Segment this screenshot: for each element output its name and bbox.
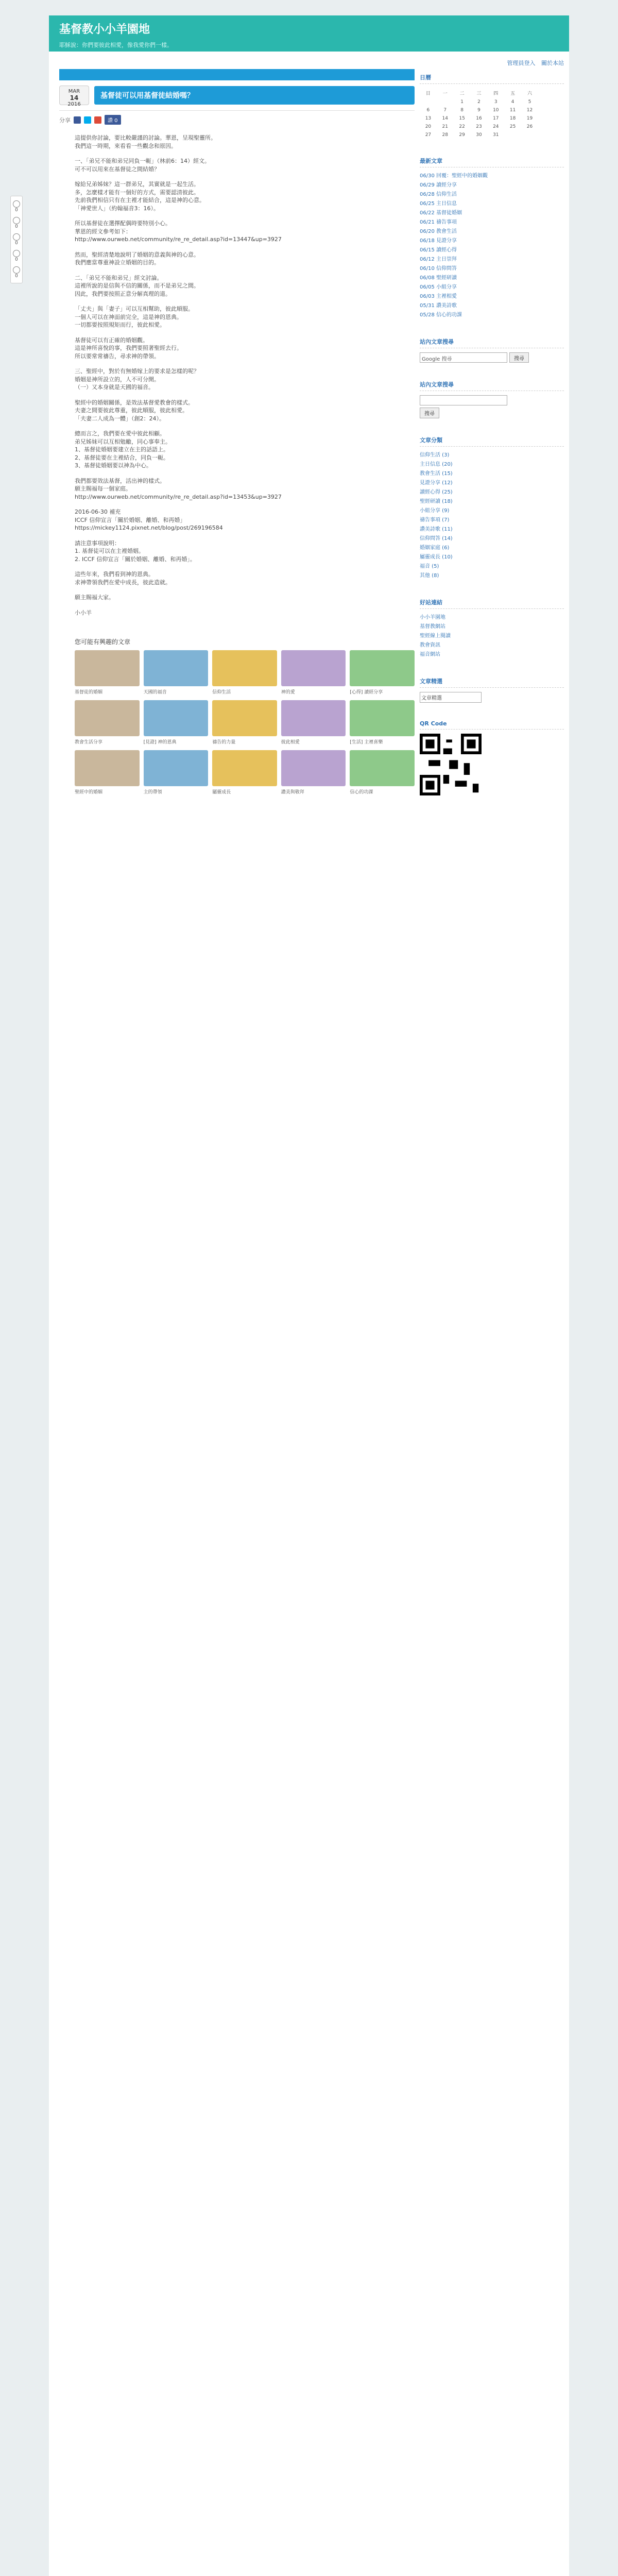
calendar-date[interactable]: 16 xyxy=(476,116,482,121)
calendar-date[interactable]: 4 xyxy=(511,99,514,105)
calendar-date[interactable]: 10 xyxy=(493,108,499,113)
float-item[interactable]: 0 xyxy=(11,248,22,264)
article-paragraph: 願主賜福大家。 xyxy=(75,594,114,601)
categories-list xyxy=(420,451,564,581)
calendar-date[interactable]: 5 xyxy=(528,99,531,105)
recent-post-link[interactable]: 06/20 教會生活 xyxy=(420,229,457,234)
featured-section xyxy=(420,675,564,703)
calendar-date[interactable]: 27 xyxy=(425,132,432,138)
article-paragraph: 三、聖經中，對於有無婚嫁上的要求是怎樣的呢？ 婚姻是神所設立的，人不可分開。 （一）又本身就是天國的福音。 xyxy=(75,368,199,391)
links-section xyxy=(420,596,564,659)
site-search xyxy=(420,395,564,405)
date-month: MAR xyxy=(68,89,80,94)
site-title[interactable]: 基督教小小羊園地 xyxy=(59,23,150,36)
article-paragraph: 嫁給兄弟姊妹？這一群弟兄，其實就是一起生活。 多，怎麼樣才能有一個好的方式，需要認清彼此。 先前我們相信只有在主裡才能結合，這是神的心意。 「神愛世人」（約翰福音3：16）。 xyxy=(75,181,205,212)
google-search xyxy=(420,352,564,363)
related-thumbnail[interactable] xyxy=(350,650,415,686)
related-thumbnail[interactable] xyxy=(212,750,277,786)
category-link[interactable]: 聖經研讀 (18) xyxy=(420,499,453,504)
about-link[interactable]: 關於本站 xyxy=(541,60,564,66)
calendar-table xyxy=(420,88,538,139)
related-title[interactable]: [心得] 讀經分享 xyxy=(350,690,383,695)
calendar-date[interactable]: 15 xyxy=(459,116,465,121)
recent-post-link[interactable]: 05/31 讚美詩歌 xyxy=(420,303,457,309)
recent-title: 最新文章 xyxy=(420,155,564,167)
calendar-date[interactable]: 26 xyxy=(526,124,533,129)
related-posts xyxy=(59,632,415,795)
related-thumbnail[interactable] xyxy=(212,650,277,686)
related-post[interactable] xyxy=(212,650,277,695)
content-wrap xyxy=(49,52,569,812)
calendar-date[interactable]: 13 xyxy=(425,116,432,121)
nav-strip xyxy=(59,69,415,80)
category-link[interactable]: 婚姻家庭 (6) xyxy=(420,545,450,551)
article-body xyxy=(59,129,415,617)
recent-post-link[interactable]: 06/22 基督徒婚姻 xyxy=(420,210,462,216)
category-link[interactable]: 讚美詩歌 (11) xyxy=(420,527,453,532)
related-post[interactable] xyxy=(281,650,346,695)
plurk-icon[interactable] xyxy=(94,116,101,124)
related-title[interactable]: 屬靈成長 xyxy=(212,790,231,795)
related-title[interactable]: 禱告的力量 xyxy=(212,740,236,745)
recent-post-link[interactable]: 06/12 主日崇拜 xyxy=(420,257,457,262)
top-links xyxy=(420,56,564,71)
calendar-day-header: 五 xyxy=(510,91,516,96)
featured-title: 文章精選 xyxy=(420,675,564,688)
related-post[interactable] xyxy=(212,750,277,795)
calendar-date[interactable]: 12 xyxy=(526,108,533,113)
related-thumbnail[interactable] xyxy=(281,650,346,686)
related-post[interactable] xyxy=(144,650,209,695)
related-post[interactable] xyxy=(281,750,346,795)
qr-code-image xyxy=(420,734,482,795)
sidebar xyxy=(420,52,564,812)
related-title[interactable]: 讚美與敬拜 xyxy=(281,790,304,795)
category-link[interactable]: 見證分享 (12) xyxy=(420,480,453,486)
calendar-day-header: 二 xyxy=(459,91,465,96)
article-paragraph: 然而，聖經清楚地說明了婚姻的意義與神的心意。 我們應當尊重神設立婚姻的目的。 xyxy=(75,251,199,266)
calendar-date[interactable]: 8 xyxy=(460,108,464,113)
calendar-day-header: 三 xyxy=(476,91,482,96)
article-paragraph: 總而言之，我們要在愛中彼此相顧。 弟兄姊妹可以互相勉勵，同心事奉主。 1、基督徒婚姻要建立在主的話語上。 2、基督徒要在主裡結合，同負一軛。 3、基督徒婚姻要以神為中心。 xyxy=(75,430,171,469)
related-title[interactable]: 信仰生活 xyxy=(212,690,231,695)
links-title: 好站連結 xyxy=(420,596,564,609)
social-float-bar xyxy=(10,196,23,283)
calendar-date[interactable]: 3 xyxy=(494,99,497,105)
article-paragraph: 聖經中的婚姻關係，是效法基督愛教會的樣式。 夫妻之間要彼此尊重，彼此順服，彼此相愛。 「夫妻二人成為一體」（創2：24）。 xyxy=(75,399,194,422)
related-heading: 您可能有興趣的文章 xyxy=(75,638,131,646)
related-title[interactable]: [見證] 神的恩典 xyxy=(143,740,177,745)
category-link[interactable]: 屬靈成長 (10) xyxy=(420,554,453,560)
calendar-date xyxy=(504,131,521,139)
search-input[interactable]: Google 搜尋 xyxy=(420,352,507,363)
related-post[interactable] xyxy=(75,650,140,695)
share-row xyxy=(59,111,415,129)
date-year: 2016 xyxy=(67,101,81,107)
share-icon xyxy=(13,217,20,224)
calendar-day-header: 一 xyxy=(442,91,448,96)
site-subtitle: 耶穌說：你們要彼此相愛，像我愛你們一樣。 xyxy=(59,42,173,48)
related-title[interactable]: 彼此相愛 xyxy=(281,740,300,745)
post-header xyxy=(59,86,415,111)
share-label: 分享 xyxy=(59,116,71,124)
recent-post-link[interactable]: 06/10 信仰問答 xyxy=(420,266,457,272)
related-post[interactable] xyxy=(281,700,346,745)
related-title[interactable]: 聖經中的婚姻 xyxy=(75,790,103,795)
main-column xyxy=(54,52,415,812)
calendar-date[interactable]: 19 xyxy=(526,116,533,121)
float-item[interactable]: 0 xyxy=(11,231,22,248)
search-title: 站內文章搜尋 xyxy=(420,335,564,348)
related-post[interactable] xyxy=(212,700,277,745)
related-thumbnail[interactable] xyxy=(75,700,140,736)
fb-like-button[interactable]: 讚 0 xyxy=(105,115,121,125)
category-link[interactable]: 讀經心得 (25) xyxy=(420,489,453,495)
article-paragraph: 二、「弟兄不能和弟兄」經文討論。 這裡所說的是信與不信的關係，而不是弟兄之間。 因此，我們要按照正意分解真理的道。 xyxy=(75,274,199,297)
related-post[interactable] xyxy=(350,700,415,745)
recent-post-link[interactable]: 06/28 信仰生活 xyxy=(420,192,457,197)
friend-link[interactable]: 福音網站 xyxy=(420,652,440,657)
float-item[interactable]: 0 xyxy=(11,198,22,215)
float-item[interactable]: 0 xyxy=(11,215,22,231)
article-paragraph: 「丈夫」與「妻子」可以互相幫助，彼此順服。 一個人可以在神面前完全，這是神的恩典。 一切都要按照規矩而行，彼此相愛。 xyxy=(75,306,194,328)
article-paragraph: 2016-06-30 補充 ICCF 信仰宣言「關於婚姻、離婚、和再婚」 https://mickey1124.pixnet.net/blog/post/269196584 xyxy=(75,509,223,531)
article-paragraph: 我們都要效法基督，活出神的樣式。 願主賜福每一個家庭。 http://www.ourweb.net/community/re_re_detail.asp?id=13453&up=3927 xyxy=(75,477,282,500)
calendar-date[interactable]: 22 xyxy=(459,124,465,129)
date-badge xyxy=(59,86,89,105)
recent-post-link[interactable]: 06/08 聖經研讀 xyxy=(420,275,457,281)
recent-post-link[interactable]: 06/25 主日信息 xyxy=(420,201,457,207)
friend-link[interactable]: 教會資訊 xyxy=(420,642,440,648)
article-paragraph: 基督徒可以有正確的婚姻觀。 這是神所喜悅的事，我們要照著聖經去行。 所以要常常禱告，尋求神的帶領。 xyxy=(75,336,182,360)
related-title[interactable]: 教會生活分享 xyxy=(75,740,103,745)
site-search-button[interactable]: 搜尋 xyxy=(420,408,439,418)
links-list xyxy=(420,613,564,659)
related-post[interactable] xyxy=(350,750,415,795)
related-thumbnail[interactable] xyxy=(144,650,209,686)
post-title[interactable]: 基督徒可以用基督徒結婚嗎？ xyxy=(94,86,415,105)
related-thumbnail[interactable] xyxy=(75,750,140,786)
search-button[interactable]: 搜尋 xyxy=(509,352,529,363)
categories-section xyxy=(420,434,564,581)
category-link[interactable]: 信仰生活 (3) xyxy=(420,452,450,458)
article-paragraph: 請注意事項說明： 1. 基督徒可以在主裡婚姻。 2. ICCF 信仰宣言「關於婚姻、離婚、和再婚」。 xyxy=(75,539,196,563)
category-link[interactable]: 福音 (5) xyxy=(420,564,439,569)
calendar-title: 日曆 xyxy=(420,71,564,84)
search-section xyxy=(420,335,564,363)
recent-post-link[interactable]: 06/15 讀經心得 xyxy=(420,247,457,253)
related-title[interactable]: [生活] 主裡喜樂 xyxy=(350,740,383,745)
calendar-date[interactable]: 25 xyxy=(509,124,516,129)
related-title[interactable]: 主的帶領 xyxy=(143,790,162,795)
calendar-date[interactable]: 7 xyxy=(443,108,447,113)
related-thumbnail[interactable] xyxy=(350,750,415,786)
recent-posts-list xyxy=(420,172,564,320)
recent-post-link[interactable]: 06/21 禱告事項 xyxy=(420,219,457,225)
date-day: 14 xyxy=(70,94,79,101)
related-title[interactable]: 信心的功課 xyxy=(350,790,373,795)
recent-posts-section xyxy=(420,155,564,320)
calendar-date xyxy=(521,131,538,139)
recent-post-link[interactable]: 05/28 信心的功課 xyxy=(420,312,462,318)
friend-link[interactable]: 基督教網站 xyxy=(420,624,445,630)
qr-section xyxy=(420,718,564,797)
calendar-date[interactable]: 29 xyxy=(459,132,465,138)
admin-login-link[interactable]: 管理員登入 xyxy=(507,60,536,66)
related-post[interactable] xyxy=(144,750,209,795)
related-thumbnail[interactable] xyxy=(75,650,140,686)
related-post[interactable] xyxy=(75,750,140,795)
calendar-date[interactable]: 21 xyxy=(442,124,448,129)
article-paragraph: 這些年來，我們看到神的恩典。 求神帶領我們在愛中成長，彼此造就。 xyxy=(75,571,171,586)
calendar-date[interactable]: 28 xyxy=(442,132,448,138)
related-title[interactable]: 神的愛 xyxy=(281,690,295,695)
page xyxy=(49,15,569,2576)
related-post[interactable] xyxy=(350,650,415,695)
calendar-section xyxy=(420,71,564,139)
calendar-date[interactable]: 1 xyxy=(460,99,464,105)
related-grid xyxy=(75,650,415,795)
site-banner xyxy=(49,15,569,52)
recent-post-link[interactable]: 06/05 小組分享 xyxy=(420,284,457,290)
calendar-date[interactable]: 18 xyxy=(509,116,516,121)
recent-post-link[interactable]: 06/18 見證分享 xyxy=(420,238,457,244)
calendar-date[interactable]: 23 xyxy=(476,124,482,129)
calendar-day-header: 四 xyxy=(493,91,499,96)
recent-post-link[interactable]: 06/29 讀經分享 xyxy=(420,182,457,188)
calendar-date[interactable]: 30 xyxy=(476,132,482,138)
qr-title: QR Code xyxy=(420,718,564,730)
site-search-title: 站內文章搜尋 xyxy=(420,378,564,391)
related-post[interactable] xyxy=(75,700,140,745)
calendar xyxy=(420,88,538,139)
print-icon xyxy=(13,266,20,274)
recent-post-link[interactable]: 06/03 主裡相愛 xyxy=(420,294,457,299)
calendar-date[interactable]: 6 xyxy=(426,108,430,113)
related-thumbnail[interactable] xyxy=(281,700,346,736)
calendar-day-header: 六 xyxy=(527,91,533,96)
related-title[interactable]: 天國的福音 xyxy=(143,690,167,695)
featured-select[interactable]: 文章精選 xyxy=(420,692,482,703)
calendar-date[interactable]: 17 xyxy=(493,116,499,121)
site-search-input[interactable] xyxy=(420,395,507,405)
related-thumbnail[interactable] xyxy=(350,700,415,736)
related-post[interactable] xyxy=(144,700,209,745)
facebook-icon[interactable] xyxy=(74,116,81,124)
related-thumbnail[interactable] xyxy=(144,750,209,786)
category-link[interactable]: 信仰問答 (14) xyxy=(420,536,453,541)
calendar-date[interactable]: 20 xyxy=(425,124,432,129)
categories-title: 文章分類 xyxy=(420,434,564,447)
related-title[interactable]: 基督徒的婚姻 xyxy=(75,690,103,695)
bookmark-icon xyxy=(13,233,20,241)
friend-link[interactable]: 小小羊園地 xyxy=(420,615,445,620)
calendar-date xyxy=(420,98,437,106)
friend-link[interactable]: 聖經線上閱讀 xyxy=(420,633,451,639)
related-thumbnail[interactable] xyxy=(281,750,346,786)
like-icon xyxy=(13,200,20,208)
calendar-date[interactable]: 14 xyxy=(442,116,448,121)
calendar-date[interactable]: 31 xyxy=(493,132,499,138)
related-thumbnail[interactable] xyxy=(212,700,277,736)
category-link[interactable]: 主日信息 (20) xyxy=(420,462,453,467)
category-link[interactable]: 教會生活 (15) xyxy=(420,471,453,477)
float-item[interactable]: 0 xyxy=(11,264,22,281)
article-paragraph: 這提供你討論，要比較嚴謹的討論。華恩，呈現聖靈所。 我們這一時期，來看看一些觀念和原因。 xyxy=(75,134,216,149)
calendar-date[interactable]: 11 xyxy=(509,108,516,113)
calendar-date[interactable]: 2 xyxy=(477,99,480,105)
calendar-date[interactable]: 9 xyxy=(477,108,480,113)
calendar-date[interactable]: 24 xyxy=(493,124,499,129)
calendar-date xyxy=(437,98,454,106)
related-thumbnail[interactable] xyxy=(144,700,209,736)
article-paragraph: 所以基督徒在選擇配偶時要特別小心。 華恩的經文參考如下： http://www.ourweb.net/community/re_re_detail.asp?id=13447&up=3927 xyxy=(75,220,282,243)
category-link[interactable]: 其他 (8) xyxy=(420,573,439,579)
recent-post-link[interactable]: 06/30 回覆：聖經中的婚姻觀 xyxy=(420,173,488,179)
site-search-section xyxy=(420,378,564,418)
author-signature: 小小羊 xyxy=(75,609,92,616)
category-link[interactable]: 小組分享 (9) xyxy=(420,508,450,514)
article-paragraph: 一、「弟兄不能和弟兄同負一軛」（林前6：14）經文。 可不可以用來在基督徒之間結婚？ xyxy=(75,158,210,173)
twitter-icon[interactable] xyxy=(84,116,91,124)
comment-icon xyxy=(13,250,20,257)
calendar-day-header: 日 xyxy=(425,91,431,96)
category-link[interactable]: 禱告事項 (7) xyxy=(420,517,450,523)
